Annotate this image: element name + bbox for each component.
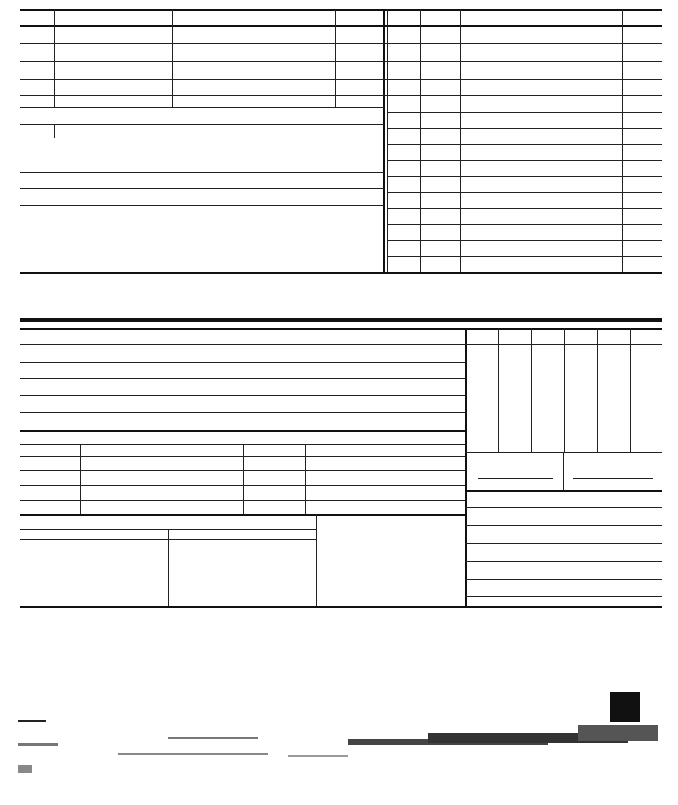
row-line [387,192,662,193]
scan-noise-band [18,715,666,775]
grid-line [597,328,598,452]
col-line [387,9,388,272]
row-line [465,525,662,526]
grid-line [531,328,532,452]
row-line [387,256,662,257]
row-line [387,128,662,129]
divider-bar [20,318,662,322]
row-line [20,61,662,62]
row-line [465,561,662,562]
row-line [20,205,384,206]
row-line [387,112,662,113]
row-line [20,107,384,108]
row-line [20,124,384,125]
row-line [20,188,384,189]
reports-top-border [20,328,662,330]
table-bottom-border [20,272,662,274]
col-line [420,9,421,272]
row-line [20,79,662,80]
row-line [387,176,662,177]
row-line [20,172,384,173]
row-line [20,514,465,516]
lat-underline [478,478,553,479]
reports-right-border [465,328,467,606]
row-line [387,160,662,161]
row-line [465,579,662,580]
row-line [20,95,662,96]
row-line [465,543,662,544]
row-line [20,344,465,345]
row-line [20,362,465,363]
col-line [243,444,244,514]
col-line [316,514,317,606]
col-line [168,529,169,606]
long-underline [573,478,653,479]
col-line [80,444,81,514]
grid-line [498,328,499,452]
row-line [465,507,662,508]
row-line [387,240,662,241]
row-line [387,224,662,225]
col-line [305,444,306,514]
top-border [20,9,662,11]
col-line [335,9,336,107]
col-line [622,9,623,272]
row-line [465,490,662,492]
col-line [460,9,461,272]
header-bottom-border [20,25,662,27]
col-line [54,124,55,138]
col-line [172,9,173,107]
col-line [54,9,55,107]
row-line [20,412,465,413]
col-line [563,452,564,490]
grid-line [564,328,565,452]
row-line [20,395,465,396]
section-bottom-border [20,606,662,608]
col-line [383,9,385,272]
grid-line [630,328,631,452]
row-line [20,430,465,432]
row-line [20,378,465,379]
row-line [387,144,662,145]
row-line [20,43,662,44]
row-line [387,208,662,209]
row-line [465,596,662,597]
